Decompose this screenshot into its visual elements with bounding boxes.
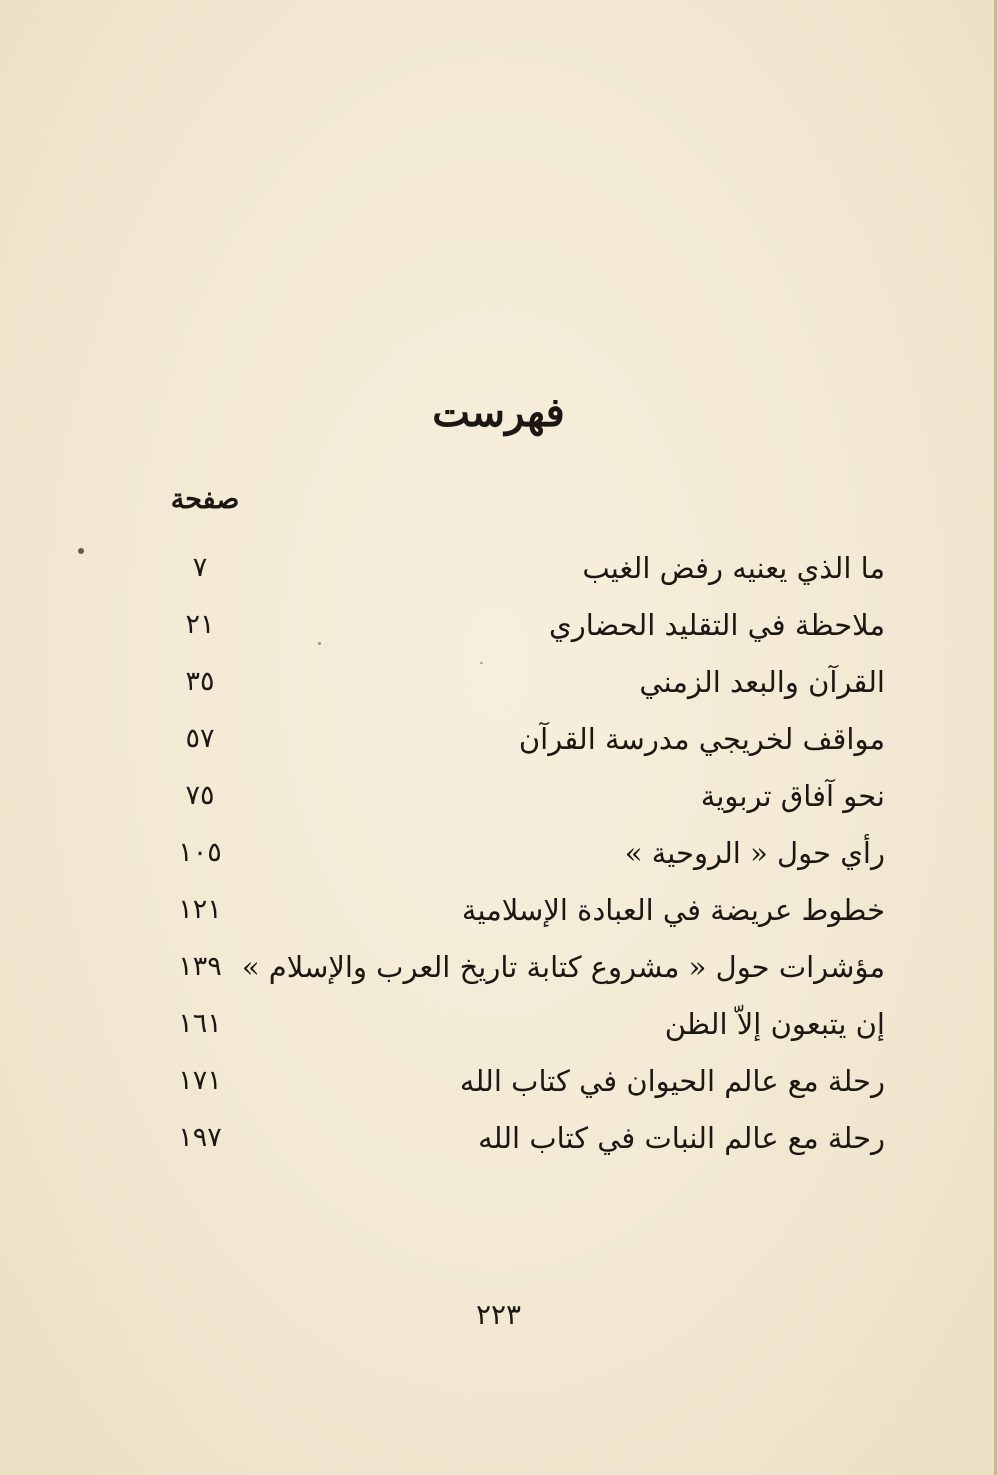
toc-entry-page: ٣٥ [185,666,215,697]
toc-entry-page: ١٢١ [178,894,222,925]
table-of-contents [150,548,885,1175]
toc-entry [150,719,885,776]
toc-entry-title: مواقف لخريجي مدرسة القرآن [518,722,885,756]
toc-entry [150,1118,885,1175]
toc-entry-page: ١٣٩ [178,951,222,982]
toc-entry-title: إن يتبعون إلاّ الظن [664,1007,885,1041]
toc-entry-title: مؤشرات حول « مشروع كتابة تاريخ العرب والإسلام » [241,950,885,984]
toc-entry [150,1004,885,1061]
toc-entry-title: رحلة مع عالم الحيوان في كتاب الله [459,1064,885,1098]
toc-entry-page: ٧ [192,552,208,583]
toc-entry [150,1061,885,1118]
toc-entry-page: ١٩٧ [178,1122,222,1153]
page-title: فهرست [432,388,565,436]
toc-entry-page: ٥٧ [185,723,215,754]
toc-entry-page: ٢١ [185,609,215,640]
ink-speck [78,548,84,554]
toc-entry-title: القرآن والبعد الزمني [639,665,885,699]
toc-entry-title: نحو آفاق تربوية [700,779,885,813]
toc-entry-title: رأي حول « الروحية » [624,836,885,870]
toc-entry-title: ما الذي يعنيه رفض الغيب [582,551,885,585]
toc-entry [150,947,885,1004]
toc-entry-title: خطوط عريضة في العبادة الإسلامية [461,893,885,927]
toc-entry [150,890,885,947]
toc-entry-title: رحلة مع عالم النبات في كتاب الله [478,1121,885,1155]
toc-entry [150,548,885,605]
toc-entry-title: ملاحظة في التقليد الحضاري [549,608,885,642]
toc-entry [150,605,885,662]
toc-entry-page: ١٠٥ [178,837,222,868]
toc-entry [150,662,885,719]
toc-entry-page: ١٦١ [178,1008,222,1039]
page-number: ٢٢٣ [475,1298,522,1331]
toc-entry [150,833,885,890]
toc-entry-page: ٧٥ [185,780,215,811]
page-column-header: صفحة [170,484,240,515]
toc-entry [150,776,885,833]
toc-entry-page: ١٧١ [178,1065,222,1096]
